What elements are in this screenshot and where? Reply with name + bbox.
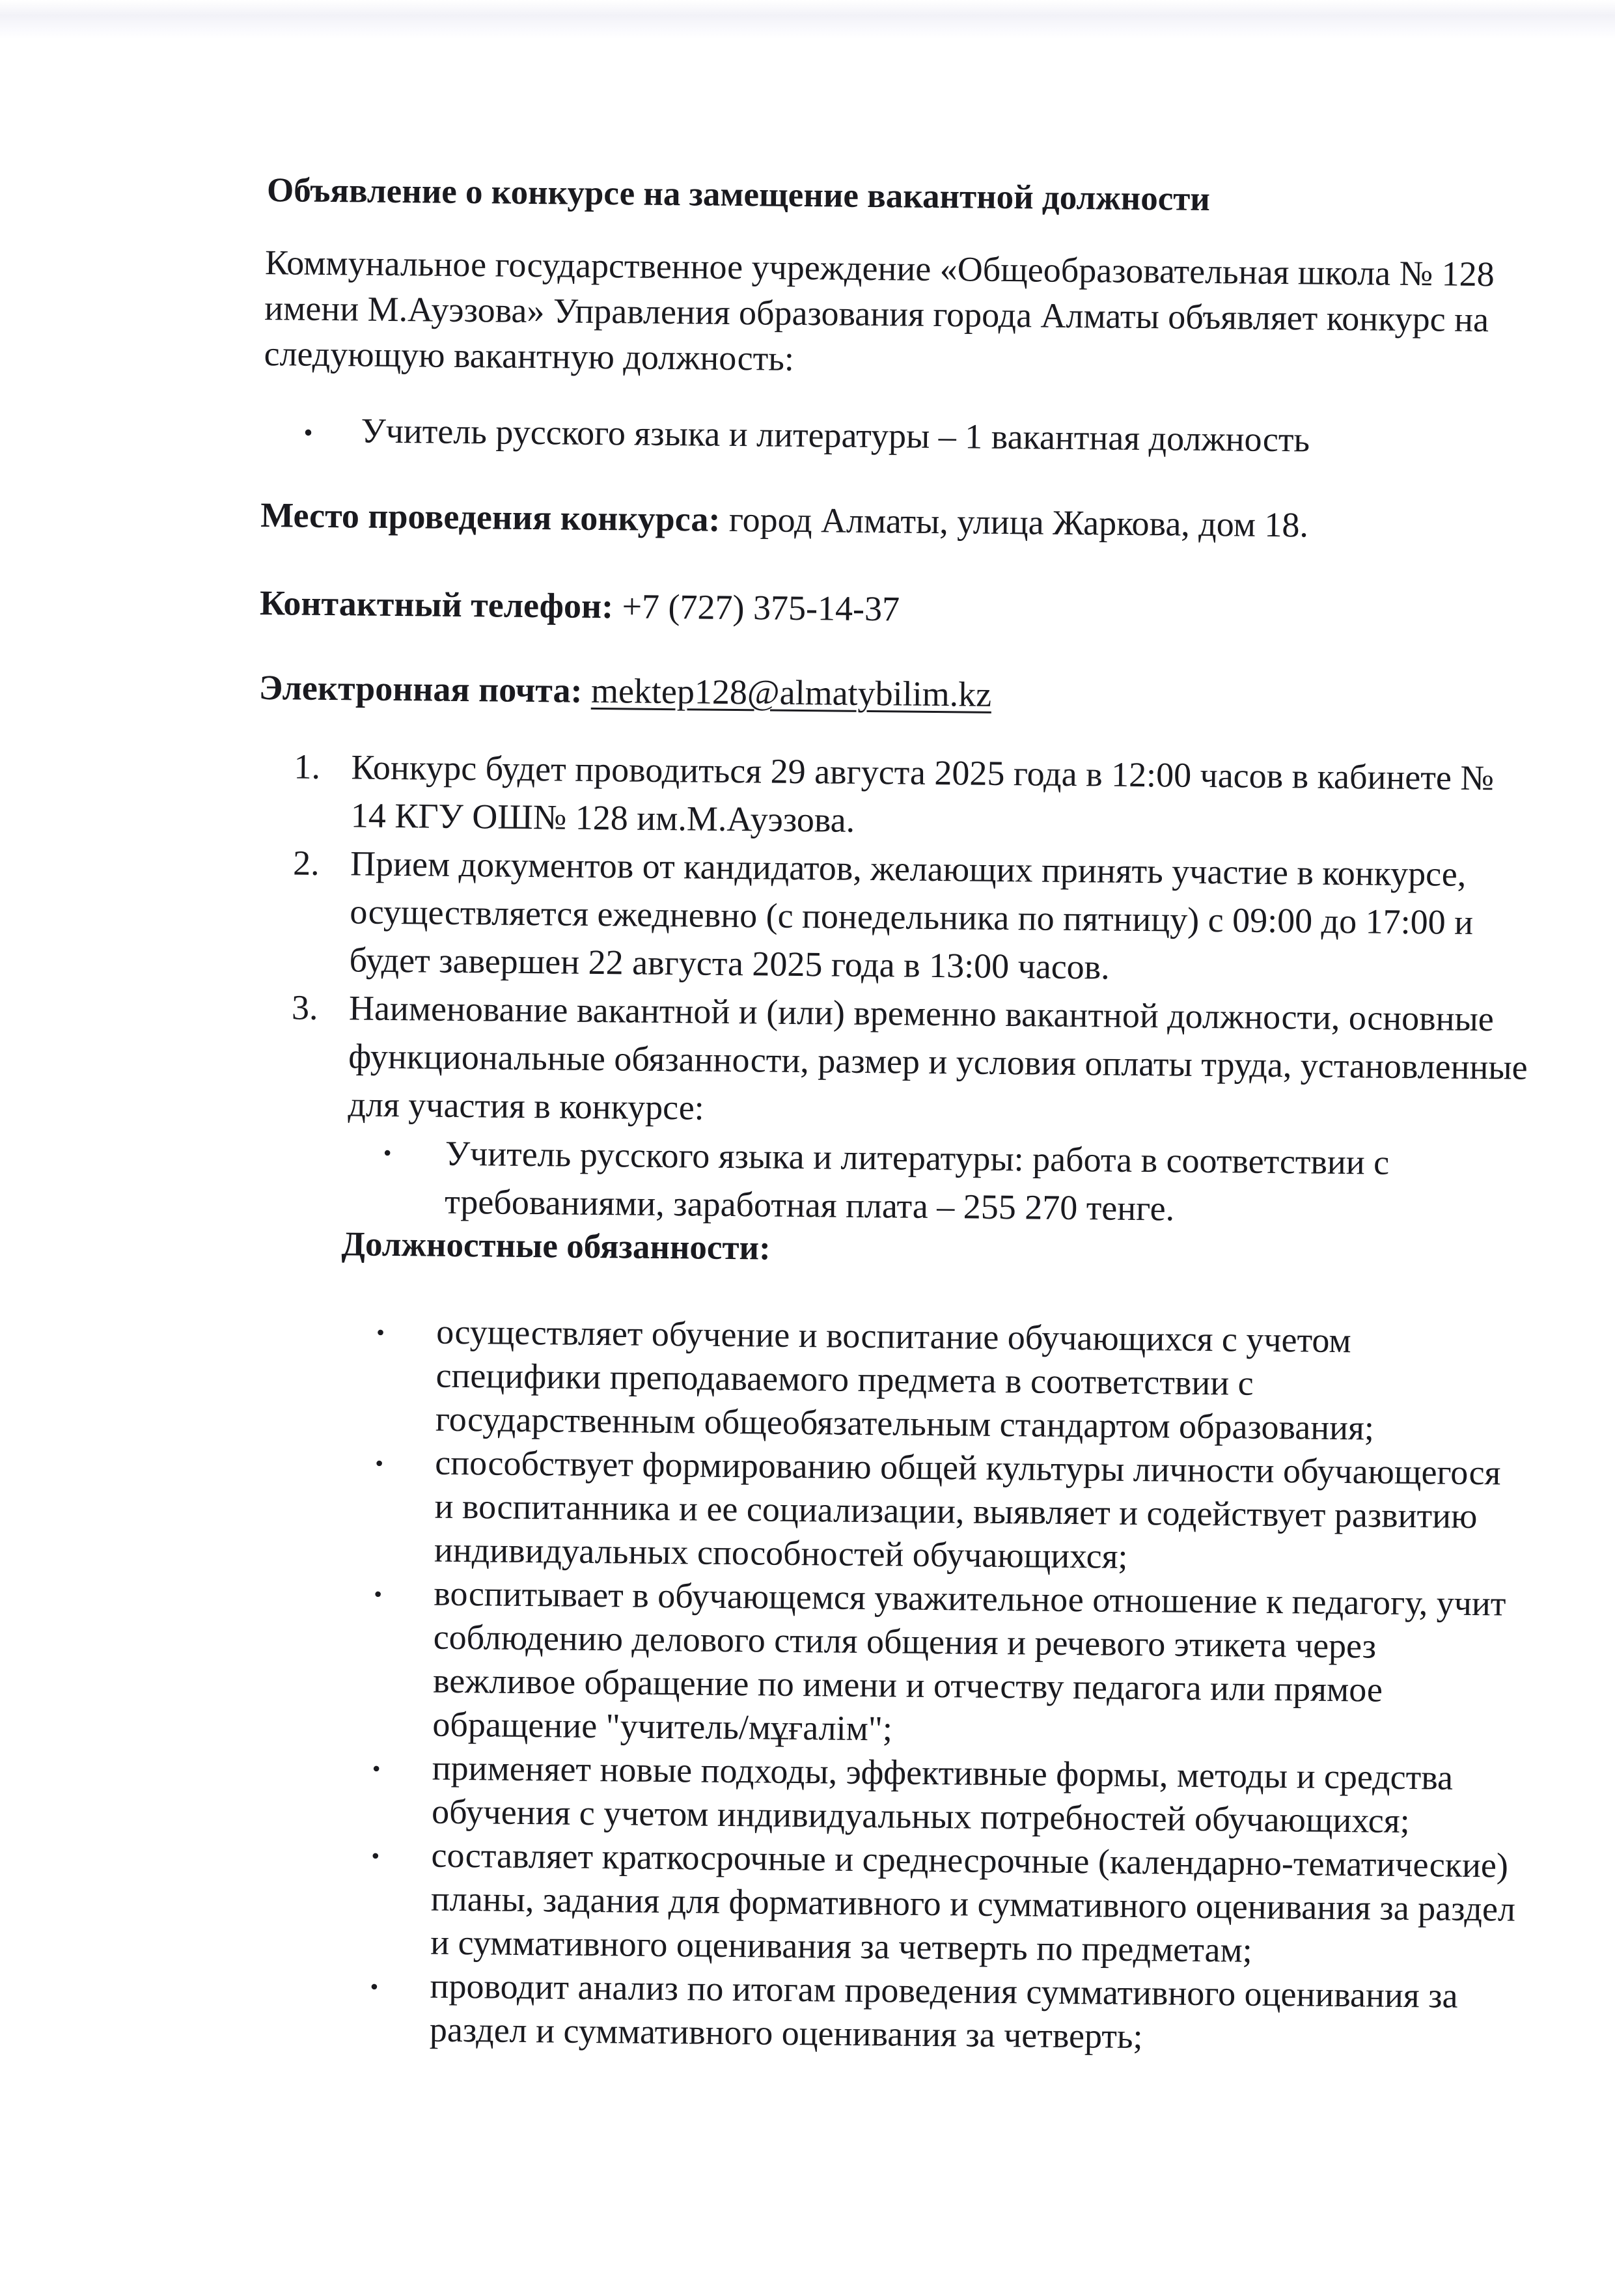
salary-item <box>347 1128 1527 1236</box>
intro-paragraph: Коммунальное государственное учреждение «Общеобразовательная школа № 128 имени М.Ауэзова» Управления образования города Алматы объявляет конкурс на следующую вакантную должность: <box>264 243 1495 378</box>
item-text: Прием документов от кандидатов, желающих принять участие в конкурсе, осуществляется ежедневно (с понедельника по пятницу) с 09:00 до 17:00 и будет завершен 22 августа 2025 года в 13:00 часов. <box>349 844 1474 987</box>
duties-heading: Должностные обязанности: <box>341 1225 771 1267</box>
vacancy-list <box>303 408 1310 463</box>
bullet-icon: • <box>372 1755 381 1782</box>
vacancy-item <box>303 408 1310 463</box>
bullet-icon: • <box>371 1842 380 1869</box>
email-line <box>258 667 991 715</box>
email-link[interactable]: mektep128@almatybilim.kz <box>590 671 992 714</box>
duty-item <box>374 1441 1521 1583</box>
duty-text: проводит анализ по итогам проведения суммативного оценивания за раздел и суммативного оценивания за четверть; <box>429 1966 1458 2056</box>
duty-text: способствует формированию общей культуры личности обучающегося и воспитанника и ее социализации, выявляет и содействует развитию индивидуальных способностей обучающихся; <box>434 1443 1501 1576</box>
duty-text: воспитывает в обучающемся уважительное отношение к педагогу, учит соблюдению делового стиля общения и речевого этикета через вежливое обращение по имени и отчеству педагога или прямое обращение "учитель/мұғалім"; <box>432 1573 1506 1749</box>
bullet-icon: • <box>376 1319 385 1346</box>
phone-label: Контактный телефон: <box>259 583 614 626</box>
salary-text: Учитель русского языка и литературы: работа в соответствии с требованиями, заработная плата – 255 270 тенге. <box>444 1133 1390 1228</box>
item-number: 1. <box>294 747 321 786</box>
duty-text: осуществляет обучение и воспитание обучающихся с учетом специфики преподаваемого предмета в соответствии с государственным общеобязательным стандартом образования; <box>435 1312 1375 1448</box>
bullet-icon: • <box>303 417 313 447</box>
phone-line <box>260 583 900 629</box>
bullet-icon: • <box>370 1973 379 2000</box>
venue-value: город Алматы, улица Жаркова, дом 18. <box>728 499 1309 545</box>
duty-text: применяет новые подходы, эффективные формы, методы и средства обучения с учетом индивидуальных потребностей обучающихся; <box>431 1748 1454 1841</box>
venue-line <box>260 495 1308 545</box>
item-number: 3. <box>291 988 318 1027</box>
bullet-icon: • <box>375 1450 384 1476</box>
numbered-list <box>290 743 1531 1236</box>
duty-item <box>372 1746 1518 1844</box>
venue-label: Место проведения конкурса: <box>260 495 721 539</box>
duty-item <box>376 1310 1523 1452</box>
bullet-icon: • <box>383 1139 392 1167</box>
duty-text: составляет краткосрочные и среднесрочные (календарно-тематические) планы, задания для формативного и суммативного оценивания за раздел и суммативного оценивания за четверть по предметам; <box>430 1835 1516 1970</box>
document-title: Объявление о конкурсе на замещение вакантной должности <box>266 171 1211 219</box>
item-text: Конкурс будет проводиться 29 августа 2025 года в 12:00 часов в кабинете № 14 КГУ ОШ№ 128 им.М.Ауэзова. <box>350 747 1495 840</box>
bullet-icon: • <box>374 1581 383 1607</box>
item-number: 2. <box>292 843 320 883</box>
vacancy-text: Учитель русского языка и литературы – 1 вакантная должность <box>361 411 1310 460</box>
numbered-item <box>294 743 1531 851</box>
duty-item <box>372 1571 1519 1757</box>
duty-item <box>370 1833 1517 1975</box>
duties-list <box>370 1310 1523 2062</box>
phone-value: +7 (727) 375-14-37 <box>622 587 900 629</box>
numbered-item <box>290 984 1528 1236</box>
numbered-item <box>292 839 1530 995</box>
item-text: Наименование вакантной и (или) временно вакантной должности, основные функциональные обязанности, размер и условия оплаты труда, установленные для участия в конкурсе: <box>348 988 1528 1127</box>
salary-sublist <box>347 1128 1527 1236</box>
email-label: Электронная почта: <box>258 668 583 710</box>
duty-item <box>370 1964 1516 2062</box>
